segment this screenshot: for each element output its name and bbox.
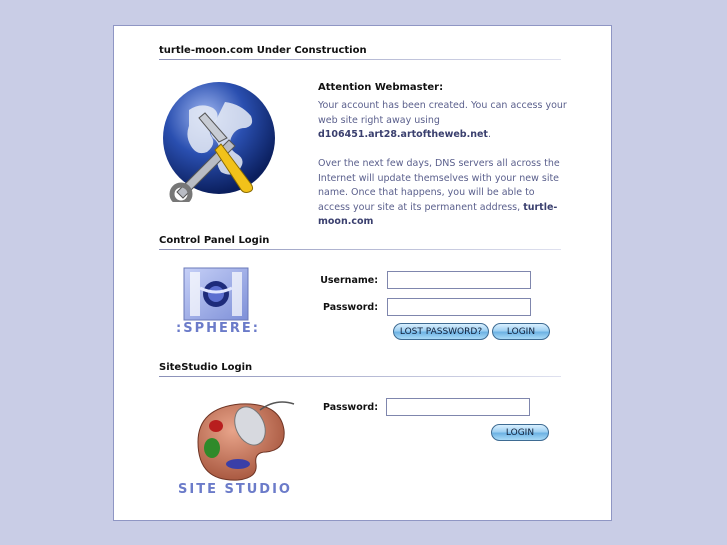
username-label: Username:: [320, 275, 378, 286]
sphere-logo-text: :SPHERE:: [176, 321, 260, 336]
sitestudio-logo-text: SITE STUDIO: [178, 482, 292, 497]
period-text: .: [487, 129, 491, 140]
sitestudio-login-button[interactable]: LOGIN: [491, 424, 549, 441]
username-input[interactable]: [387, 271, 531, 289]
dns-update-message: Over the next few days, DNS servers all across the Internet will update themselves with your new site name. Once that happens, you will be able to access your site at its permanent address,: [318, 158, 560, 213]
control-panel-password-input[interactable]: [387, 298, 531, 316]
account-created-text: [318, 99, 568, 143]
page-title: turtle-moon.com Under Construction: [159, 45, 367, 56]
main-card: [113, 25, 612, 521]
header-divider: [159, 59, 561, 60]
attention-heading: Attention Webmaster:: [318, 82, 444, 93]
sitestudio-title: SiteStudio Login: [159, 362, 253, 373]
globe-tools-icon: [159, 80, 277, 206]
permanent-address-link[interactable]: turtle-moon.com: [318, 201, 558, 227]
dns-update-text: [318, 157, 568, 230]
control-panel-login-button[interactable]: LOGIN: [492, 323, 550, 340]
control-panel-divider: [159, 249, 561, 250]
sitestudio-password-input[interactable]: [386, 398, 530, 416]
sitestudio-divider: [159, 376, 561, 377]
temporary-address-link[interactable]: d106451.art28.artoftheweb.net: [318, 129, 488, 140]
password-label: Password:: [322, 302, 378, 313]
lost-password-button[interactable]: LOST PASSWORD?: [393, 323, 489, 340]
sitestudio-password-label: Password:: [322, 402, 378, 413]
control-panel-title: Control Panel Login: [159, 235, 270, 246]
account-created-message: Your account has been created. You can access your web site right away using: [318, 100, 567, 126]
palette-mouse-icon: [190, 398, 298, 488]
